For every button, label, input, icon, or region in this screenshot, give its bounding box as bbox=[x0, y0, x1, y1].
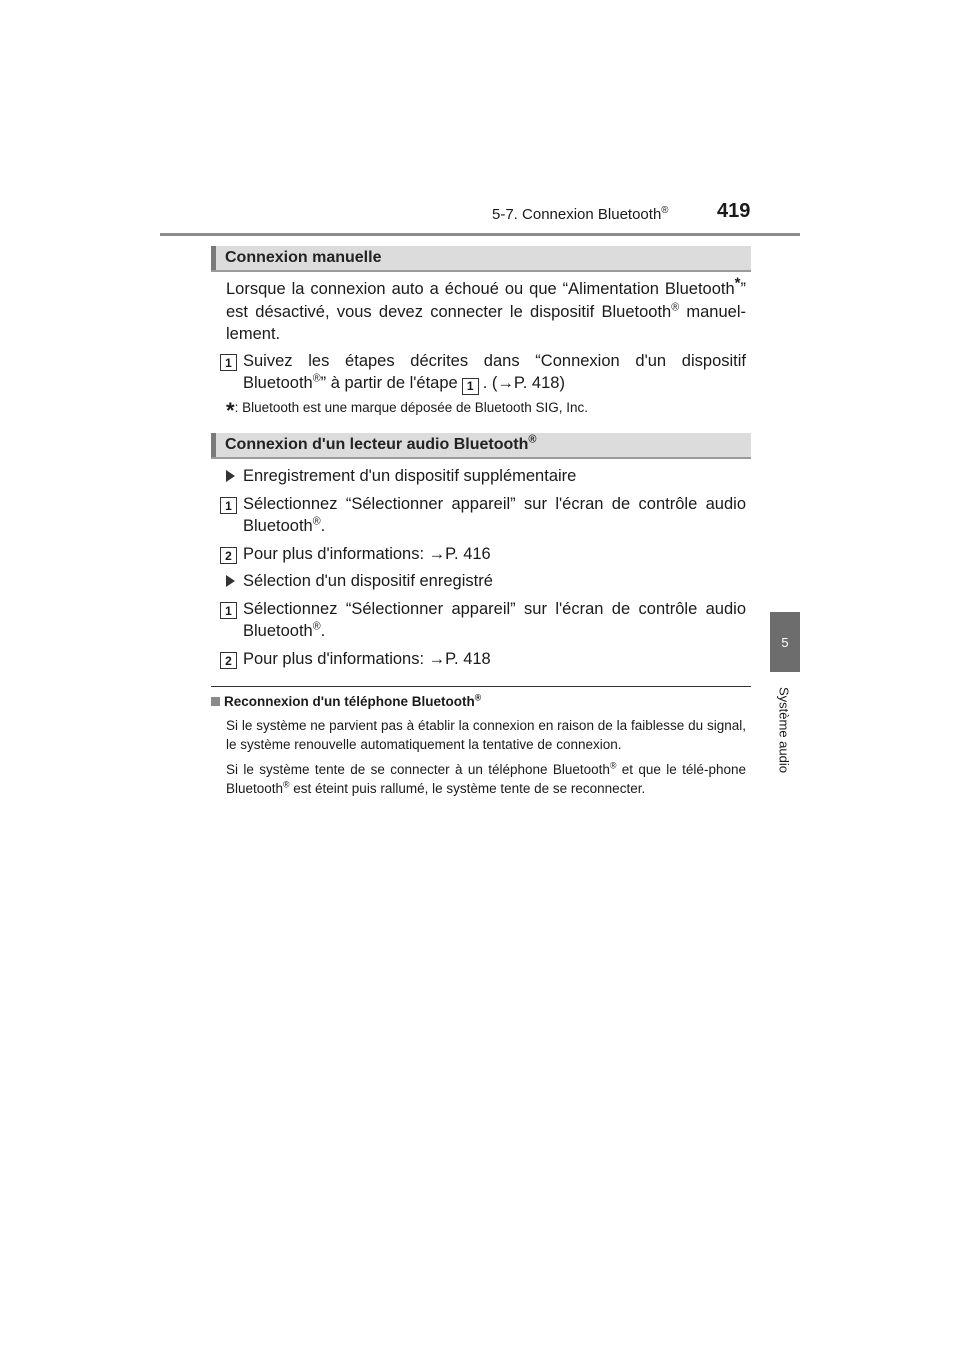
section-header-bar bbox=[211, 246, 216, 270]
page-number: 419 bbox=[717, 200, 751, 222]
section-header-manual-connection bbox=[211, 246, 751, 272]
inline-step-box: 1 bbox=[462, 378, 479, 395]
header-rule bbox=[160, 233, 800, 236]
step-text: Sélectionnez “Sélectionner appareil” sur l'écran de contrôle audio Bluetooth®. bbox=[243, 600, 746, 640]
bullet-triangle-icon bbox=[226, 575, 235, 587]
bullet-triangle-icon bbox=[226, 470, 235, 482]
step-text: Pour plus d'informations: →P. 416 bbox=[243, 545, 491, 563]
footnote: *: Bluetooth est une marque déposée de Bluetooth SIG, Inc. bbox=[226, 398, 589, 423]
step-number-box: 1 bbox=[220, 602, 237, 619]
step-number-box: 2 bbox=[220, 652, 237, 669]
bullet-heading: Sélection d'un dispositif enregistré bbox=[243, 572, 493, 590]
side-tab-chapter-title: Système audio bbox=[776, 687, 792, 773]
note-paragraph: Si le système ne parvient pas à établir la connexion en raison de la faiblesse du signal, le système renouvelle automatiquement la tentative de connexion. bbox=[226, 718, 746, 752]
step-text: Suivez les étapes décrites dans “Connexion d'un dispositif Bluetooth®” à partir de l'étape 1 . (→P. 418) bbox=[243, 352, 746, 393]
step-text: Pour plus d'informations: →P. 418 bbox=[243, 650, 491, 668]
section-title: Connexion d'un lecteur audio Bluetooth® bbox=[225, 433, 537, 453]
step-number-box: 1 bbox=[220, 497, 237, 514]
section-header-bluetooth-audio bbox=[211, 433, 751, 459]
bullet-heading: Enregistrement d'un dispositif supplémentaire bbox=[243, 467, 577, 485]
note-square-icon bbox=[211, 697, 220, 706]
note-divider bbox=[211, 686, 751, 687]
step-number-box: 1 bbox=[220, 354, 237, 371]
step-text: Sélectionnez “Sélectionner appareil” sur l'écran de contrôle audio Bluetooth®. bbox=[243, 495, 746, 535]
chapter-title: 5-7. Connexion Bluetooth® bbox=[492, 205, 669, 223]
note-paragraph: Si le système tente de se connecter à un téléphone Bluetooth® et que le télé-phone Bluetooth® est éteint puis rallumé, le système tente de se reconnecter. bbox=[226, 760, 746, 796]
intro-paragraph: Lorsque la connexion auto a échoué ou que “Alimentation Bluetooth*” est désactivé, vous devez connecter le dispositif Bluetooth® manuel-lement. bbox=[226, 274, 746, 343]
note-title: Reconnexion d'un téléphone Bluetooth® bbox=[211, 694, 481, 709]
side-tab-chapter-number: 5 bbox=[770, 612, 800, 672]
section-header-bar bbox=[211, 433, 216, 457]
section-title: Connexion manuelle bbox=[225, 249, 382, 266]
step-number-box: 2 bbox=[220, 547, 237, 564]
